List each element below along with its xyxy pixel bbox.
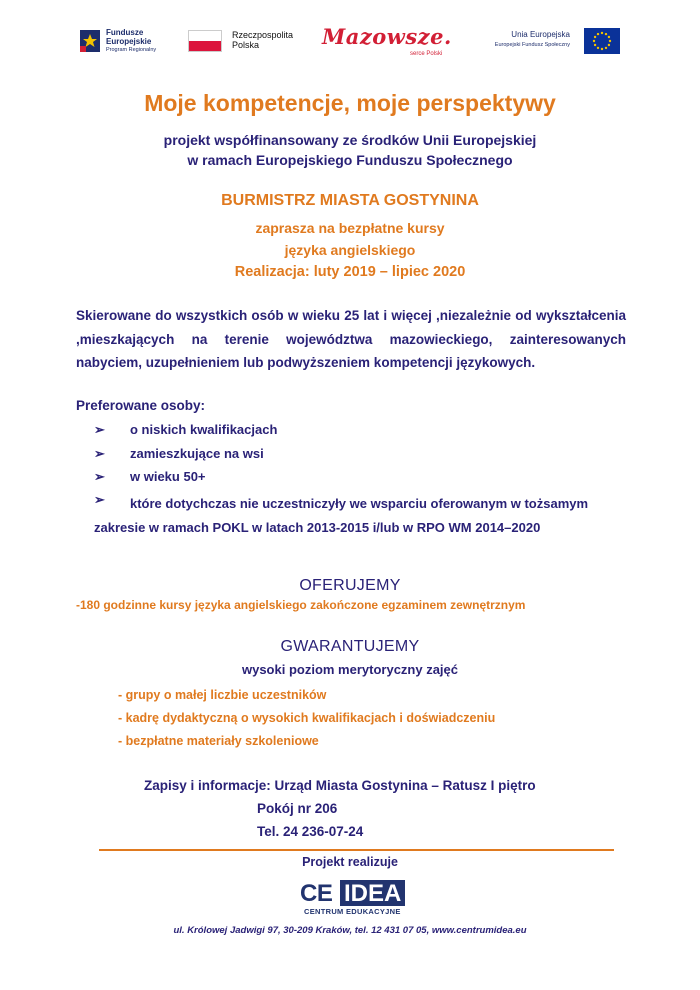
logo-ce: CE bbox=[300, 880, 333, 907]
subtitle-line1: projekt współfinansowany ze środków Unii Europejskiej bbox=[163, 132, 537, 148]
contact-room: Pokój nr 206 bbox=[257, 801, 338, 816]
preferred-label: Preferowane osoby: bbox=[76, 398, 206, 413]
fundusze-europejskie-text bbox=[106, 28, 156, 55]
eu-star-icon bbox=[609, 40, 611, 42]
ue-line2: Europejski Fundusz Społeczny bbox=[494, 42, 570, 48]
eu-star-icon bbox=[608, 36, 610, 38]
ue-text bbox=[488, 30, 570, 50]
fe-line2: Europejskie bbox=[106, 37, 152, 46]
mazowsze-tagline: serce Polski bbox=[410, 51, 443, 57]
eu-star-icon bbox=[594, 44, 596, 46]
offer-heading: OFERUJEMY bbox=[299, 577, 401, 594]
eu-star-icon bbox=[608, 44, 610, 46]
bullet-text: które dotychczas nie uczestniczyły we wsparciu oferowanym w tożsamym zakresie w ramach POKL w latach 2013-2015 i/lub w RPO WM 2014–2020 bbox=[94, 496, 589, 535]
eu-star-icon bbox=[597, 33, 599, 35]
invite-heading: BURMISTRZ MIASTA GOSTYNINA bbox=[221, 192, 479, 209]
fe-line3: Program Regionalny bbox=[106, 47, 157, 53]
eu-star-icon bbox=[597, 47, 599, 49]
list-item-long bbox=[94, 492, 602, 539]
bullet-text: zamieszkujące na wsi bbox=[130, 446, 264, 461]
arrow-bullet-icon: ➢ bbox=[94, 422, 105, 437]
eu-star-icon bbox=[605, 47, 607, 49]
invite-line2: języka angielskiego bbox=[284, 242, 416, 258]
guarantee-heading: GWARANTUJEMY bbox=[280, 638, 420, 655]
guarantee-item: - kadrę dydaktyczną o wysokich kwalifikacjach i doświadczeniu bbox=[118, 711, 496, 725]
eu-star-icon bbox=[594, 36, 596, 38]
target-paragraph: Skierowane do wszystkich osób w wieku 25 lat i więcej ,niezależnie od wykształcenia ,mieszkających na terenie województwa mazowieckiego, zainteresowanych nabyciem, uzupełnieniem lub podwyższeniem kompetencji językowych. bbox=[76, 308, 626, 370]
polish-flag-icon bbox=[188, 30, 222, 52]
divider bbox=[99, 849, 614, 851]
guarantee-item: - bezpłatne materiały szkoleniowe bbox=[118, 734, 319, 748]
centrum-idea-logo bbox=[300, 880, 412, 920]
rp-line1: Rzeczpospolita bbox=[232, 30, 294, 40]
eu-flag-icon bbox=[584, 28, 620, 54]
realizacja-dates: Realizacja: luty 2019 – lipiec 2020 bbox=[234, 264, 466, 280]
offer-text: -180 godzinne kursy języka angielskiego zakończone egzaminem zewnętrznym bbox=[76, 598, 526, 612]
bullet-text: o niskich kwalifikacjach bbox=[130, 422, 278, 437]
rp-text bbox=[232, 30, 293, 50]
invite-line1: zaprasza na bezpłatne kursy bbox=[255, 220, 445, 236]
arrow-bullet-icon: ➢ bbox=[94, 492, 105, 507]
logo-subtitle: CENTRUM EDUKACYJNE bbox=[304, 907, 401, 916]
guarantee-subtitle: wysoki poziom merytoryczny zajęć bbox=[241, 662, 459, 677]
subtitle-line2: w ramach Europejskiego Funduszu Społecznego bbox=[187, 152, 513, 168]
rp-line2: Polska bbox=[232, 40, 260, 50]
ue-line1: Unia Europejska bbox=[511, 30, 570, 39]
guarantee-item: - grupy o małej liczbie uczestników bbox=[118, 688, 327, 702]
page-title: Moje kompetencje, moje perspektywy bbox=[144, 90, 556, 116]
unia-europejska-logo bbox=[488, 28, 622, 60]
rzeczpospolita-polska-logo bbox=[188, 28, 318, 60]
contact-line: Zapisy i informacje: Urząd Miasta Gostynina – Ratusz I piętro bbox=[144, 778, 536, 793]
arrow-bullet-icon: ➢ bbox=[94, 446, 105, 461]
fe-line1: Fundusze bbox=[106, 28, 144, 37]
mazowsze-logo bbox=[322, 26, 472, 62]
arrow-bullet-icon: ➢ bbox=[94, 469, 105, 484]
eu-star-icon bbox=[601, 48, 603, 50]
fundusze-europejskie-star-icon bbox=[80, 28, 102, 54]
bullet-text: w wieku 50+ bbox=[130, 469, 206, 484]
contact-phone: Tel. 24 236-07-24 bbox=[257, 824, 364, 839]
eu-star-icon bbox=[601, 32, 603, 34]
footer-address: ul. Królowej Jadwigi 97, 30-209 Kraków, tel. 12 431 07 05, www.centrumidea.eu bbox=[173, 925, 527, 936]
fundusze-europejskie-logo bbox=[80, 26, 180, 62]
realizuje-label: Projekt realizuje bbox=[302, 855, 398, 869]
logo-idea: IDEA bbox=[340, 880, 405, 906]
eu-star-icon bbox=[605, 33, 607, 35]
mazowsze-name: Mazowsze. bbox=[322, 24, 452, 49]
eu-star-icon bbox=[593, 40, 595, 42]
